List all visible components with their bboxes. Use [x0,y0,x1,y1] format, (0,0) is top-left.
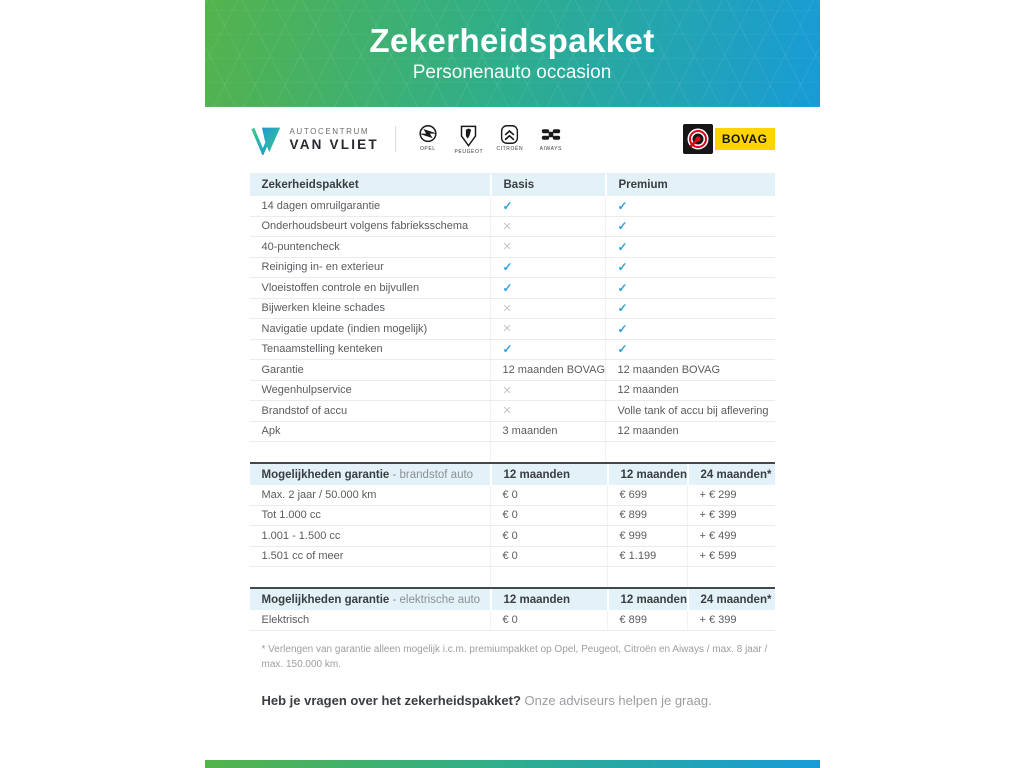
cross-cell [490,217,605,237]
section-title-bold: Mogelijkheden garantie [261,468,390,481]
logo-row [250,119,775,159]
bottom-gradient-bar [205,760,820,768]
column-header: 12 maanden [490,589,607,610]
brand-citroen [496,124,524,152]
section-title [250,589,490,610]
table-row [250,401,775,422]
check-cell [605,237,775,257]
package-table-header [250,173,775,196]
table-spacer [250,567,775,587]
table-row [250,360,775,381]
check-icon: ✓ [617,219,628,234]
check-cell [605,217,775,237]
brand-logos [414,124,565,155]
check-icon: ✓ [617,321,628,336]
check-icon: ✓ [617,239,628,254]
cell-text: Navigatie update (indien mogelijk) [261,322,428,335]
question-bold: Heb je vragen over het zekerheidspakket? [261,692,521,708]
section-title-rest: - elektrische auto [389,593,481,606]
question-line [250,693,775,708]
peugeot-logo-icon [458,124,479,148]
column-header: Premium [605,174,775,196]
cell-text: € 1.199 [607,547,687,567]
table-row [250,319,775,340]
cross-icon: ✕ [502,323,512,336]
table-row [250,196,775,217]
cross-icon: ✕ [502,405,512,418]
cell-text: € 0 [490,506,607,526]
check-icon: ✓ [617,301,628,316]
cell-text: + € 399 [687,506,775,526]
opel-logo-icon [417,124,439,145]
cell-text: + € 499 [687,526,775,546]
cell-text: 12 maanden [605,381,775,401]
cell-text: 12 maanden [605,422,775,442]
dealer-name-line2: VAN VLIET [289,136,379,152]
check-icon: ✓ [502,198,513,213]
cell-text: Vloeistoffen controle en bijvullen [261,281,420,294]
cross-cell [490,381,605,401]
table-row [250,526,775,547]
check-icon: ✓ [617,260,628,275]
cell-text: Brandstof of accu [261,404,348,417]
footnote: * Verlengen van garantie alleen mogelijk i.c.m. premiumpakket op Opel, Peugeot, Citroën en Aiways / max. 8 jaar / max. 150.000 km. [261,643,768,670]
page-column [205,0,820,768]
check-icon: ✓ [617,198,628,213]
bovag-wheel-icon [683,124,713,154]
column-header: 12 maanden [490,464,607,485]
check-cell [490,340,605,360]
cell-text: Apk [261,425,281,438]
bovag-logo [683,124,775,154]
fuel-warranty-table [250,462,775,587]
package-table [250,173,775,462]
cell-text: 3 maanden [490,422,605,442]
vanvliet-logo-icon [250,124,283,155]
check-icon: ✓ [502,260,513,275]
cell-text: Bijwerken kleine schades [261,302,386,315]
column-header: 24 maanden* [687,589,775,610]
cell-text: € 999 [607,526,687,546]
cell-text: Reiniging in- en exterieur [261,261,384,274]
cross-icon: ✕ [502,220,512,233]
cross-cell [490,401,605,421]
table-row [250,381,775,402]
table-row [250,258,775,279]
table-row [250,340,775,361]
check-icon: ✓ [502,280,513,295]
bovag-wordmark: BOVAG [715,128,775,150]
cell-text: + € 599 [687,547,775,567]
fuel-warranty-header [250,462,775,485]
dealer-name-line1: AUTOCENTRUM [289,126,370,136]
dealer-logo [250,124,379,155]
cell-text: € 0 [490,485,607,505]
check-cell [605,278,775,298]
cell-text: € 0 [490,526,607,546]
cross-cell [490,319,605,339]
table-row [250,217,775,238]
check-cell [605,196,775,216]
brand-label: OPEL [419,145,436,152]
cross-icon: ✕ [502,384,512,397]
section-title-bold: Mogelijkheden garantie [261,593,390,606]
section-title [250,464,490,485]
cell-text: + € 299 [687,485,775,505]
brand-label: PEUGEOT [454,148,484,155]
electric-warranty-body [250,610,775,631]
cell-text: € 0 [490,547,607,567]
check-cell [605,299,775,319]
electric-warranty-header [250,587,775,610]
table-row [250,610,775,631]
check-cell [490,278,605,298]
dealer-name [290,127,379,152]
brand-aiways [537,124,565,152]
tables [250,173,775,631]
brand-opel [414,124,442,152]
page-title: Zekerheidspakket [369,21,655,59]
table-row [250,506,775,527]
package-table-body [250,196,775,442]
logo-divider [395,126,396,152]
check-icon: ✓ [617,342,628,357]
table-row [250,237,775,258]
check-cell [605,340,775,360]
column-header: 24 maanden* [687,464,775,485]
citroen-logo-icon [499,124,520,145]
question-rest: Onze adviseurs helpen je graag. [520,692,712,708]
cross-icon: ✕ [502,241,512,254]
cell-text: € 0 [490,610,607,630]
cell-text: Volle tank of accu bij aflevering [605,401,775,421]
table-row [250,547,775,568]
check-cell [490,258,605,278]
column-header: 12 maanden [607,589,687,610]
cross-cell [490,237,605,257]
section-title-rest: - brandstof auto [389,468,474,481]
check-icon: ✓ [502,342,513,357]
cell-text: € 699 [607,485,687,505]
check-cell [605,258,775,278]
cell-text: Elektrisch [261,613,310,626]
brand-label: AIWAYS [539,145,563,152]
cell-text: Wegenhulpservice [261,384,352,397]
column-header: Zekerheidspakket [261,179,359,191]
cell-text: 1.001 - 1.500 cc [261,529,341,542]
table-row [250,422,775,443]
check-cell [490,196,605,216]
cross-cell [490,299,605,319]
check-icon: ✓ [617,280,628,295]
cross-icon: ✕ [502,302,512,315]
page-subtitle: Personenauto occasion [412,62,612,84]
cell-text: € 899 [607,610,687,630]
check-cell [605,319,775,339]
cell-text: Max. 2 jaar / 50.000 km [261,488,377,501]
table-row [250,485,775,506]
column-header: Basis [490,174,605,196]
cell-text: Garantie [261,363,304,376]
electric-warranty-table [250,587,775,631]
cell-text: Tot 1.000 cc [261,509,321,522]
brand-peugeot [455,124,483,155]
cell-text: 1.501 cc of meer [261,550,344,563]
header-banner [205,0,820,107]
cell-text: + € 399 [687,610,775,630]
fuel-warranty-body [250,485,775,567]
table-spacer [250,442,775,462]
cell-text: Onderhoudsbeurt volgens fabrieksschema [261,220,469,233]
aiways-logo-icon [539,124,563,145]
table-row [250,299,775,320]
column-header: 12 maanden [607,464,687,485]
cell-text: Tenaamstelling kenteken [261,343,383,356]
cell-text: 12 maanden BOVAG [605,360,775,380]
cell-text: € 899 [607,506,687,526]
brand-label: CITROËN [496,145,524,152]
cell-text: 14 dagen omruilgarantie [261,199,381,212]
table-row [250,278,775,299]
cell-text: 12 maanden BOVAG [490,360,605,380]
cell-text: 40-puntencheck [261,240,340,253]
